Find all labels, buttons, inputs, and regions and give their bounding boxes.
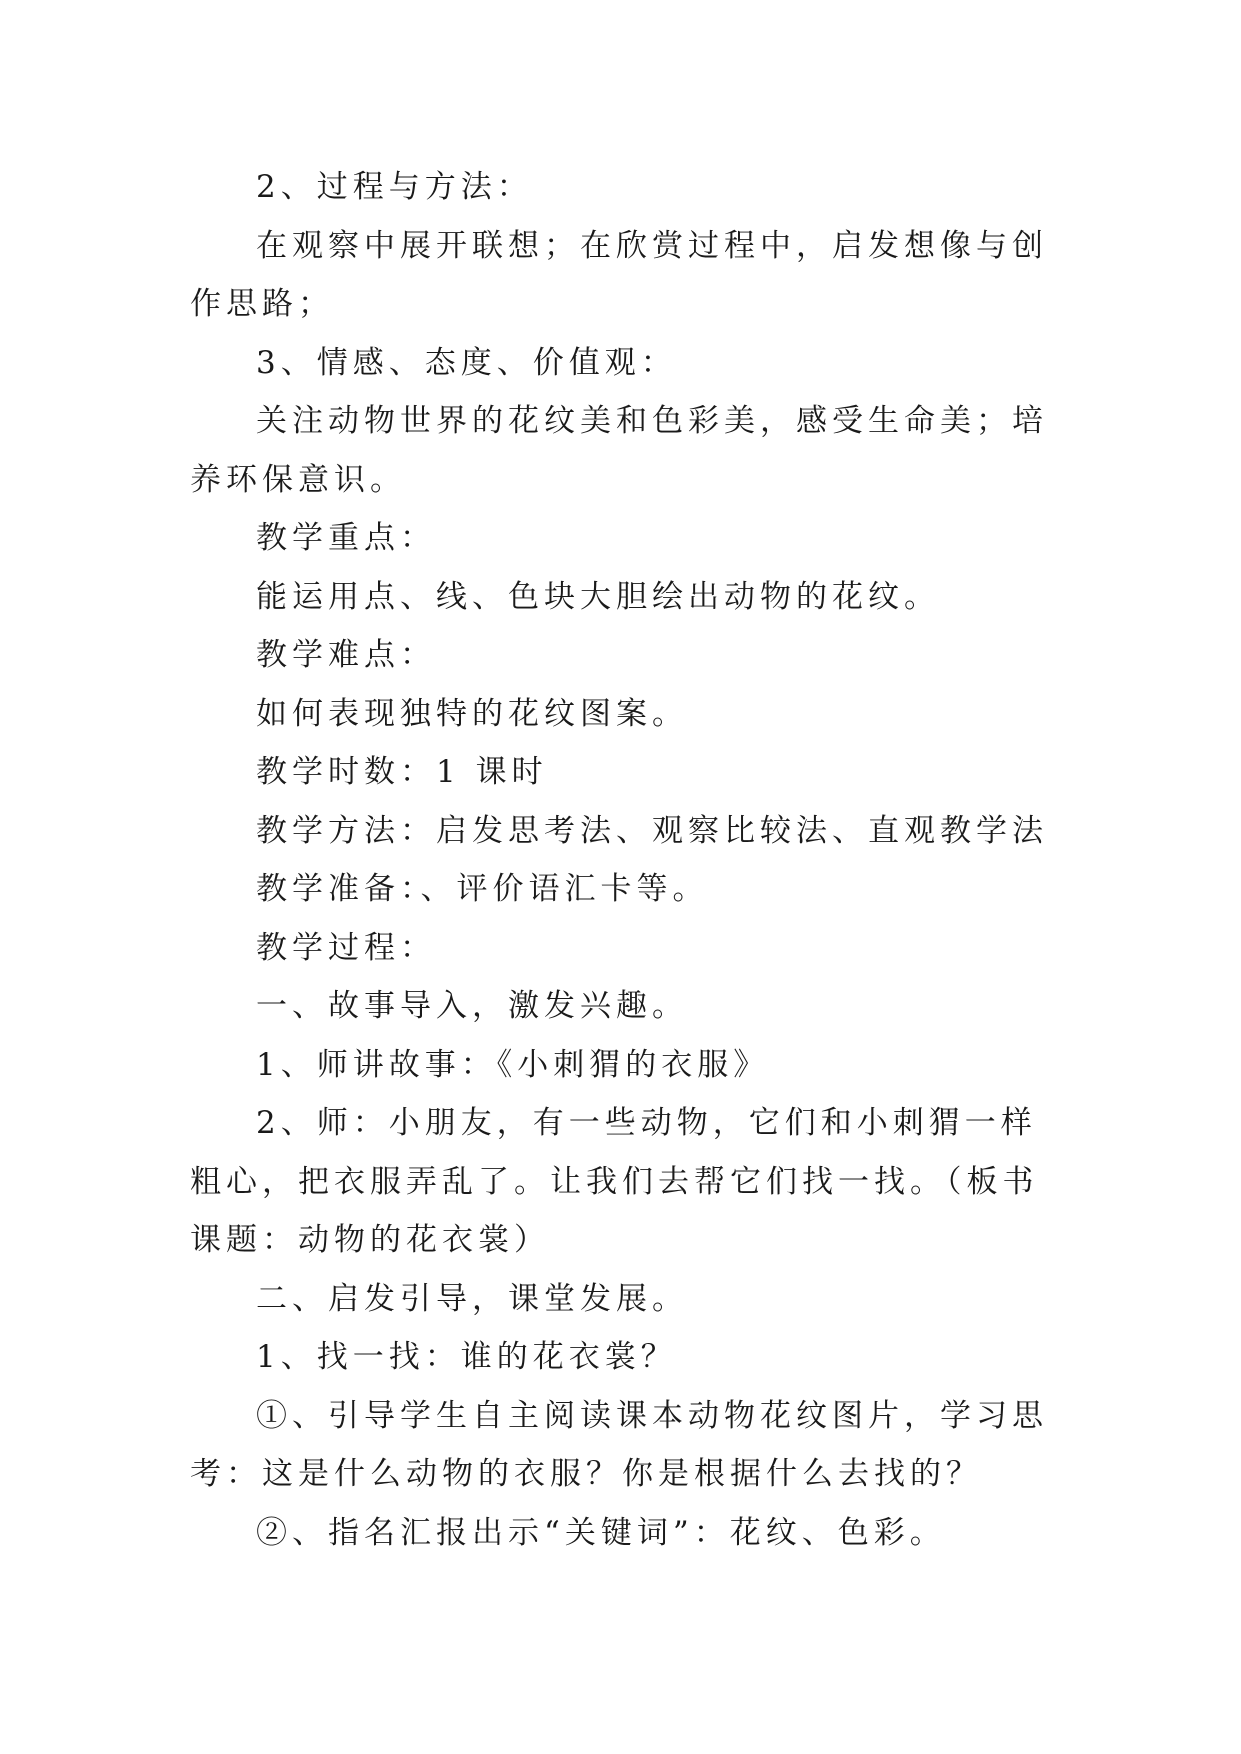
paragraph: ②、指名汇报出示“关键词”：花纹、色彩。 [256, 1514, 946, 1551]
paragraph: 3、情感、态度、价值观： [256, 344, 677, 381]
paragraph: 如何表现独特的花纹图案。 [256, 695, 688, 732]
paragraph: 2、过程与方法： [256, 169, 533, 205]
paragraph: 教学时数：1 课时 [256, 754, 548, 790]
paragraph: 教学方法：启发思考法、观察比较法、直观教学法 [256, 812, 1048, 849]
paragraph: 教学重点： [256, 520, 436, 556]
paragraph: 教学过程： [256, 929, 436, 966]
paragraph: 1、找一找：谁的花衣裳？ [256, 1339, 677, 1375]
paragraph: ①、引导学生自主阅读课本动物花纹图片，学习思考：这是什么动物的衣服？你是根据什么去找的？ [190, 1397, 1048, 1492]
paragraph: 一、故事导入，激发兴趣。 [256, 988, 688, 1024]
paragraph: 2、师：小朋友，有一些动物，它们和小刺猬一样粗心，把衣服弄乱了。让我们去帮它们找一找。（板书课题：动物的花衣裳） [190, 1105, 1039, 1258]
paragraph: 能运用点、线、色块大胆绘出动物的花纹。 [256, 578, 940, 615]
paragraph: 二、启发引导，课堂发展。 [256, 1280, 688, 1317]
paragraph: 教学难点： [256, 637, 436, 673]
paragraph: 教学准备：、评价语汇卡等。 [256, 871, 709, 907]
paragraph: 在观察中展开联想；在欣赏过程中，启发想像与创作思路； [190, 227, 1048, 322]
paragraph: 关注动物世界的花纹美和色彩美，感受生命美；培养环保意识。 [190, 403, 1048, 498]
paragraph: 1、师讲故事：《小刺猬的衣服》 [256, 1046, 770, 1083]
document-page [190, 158, 1070, 1562]
